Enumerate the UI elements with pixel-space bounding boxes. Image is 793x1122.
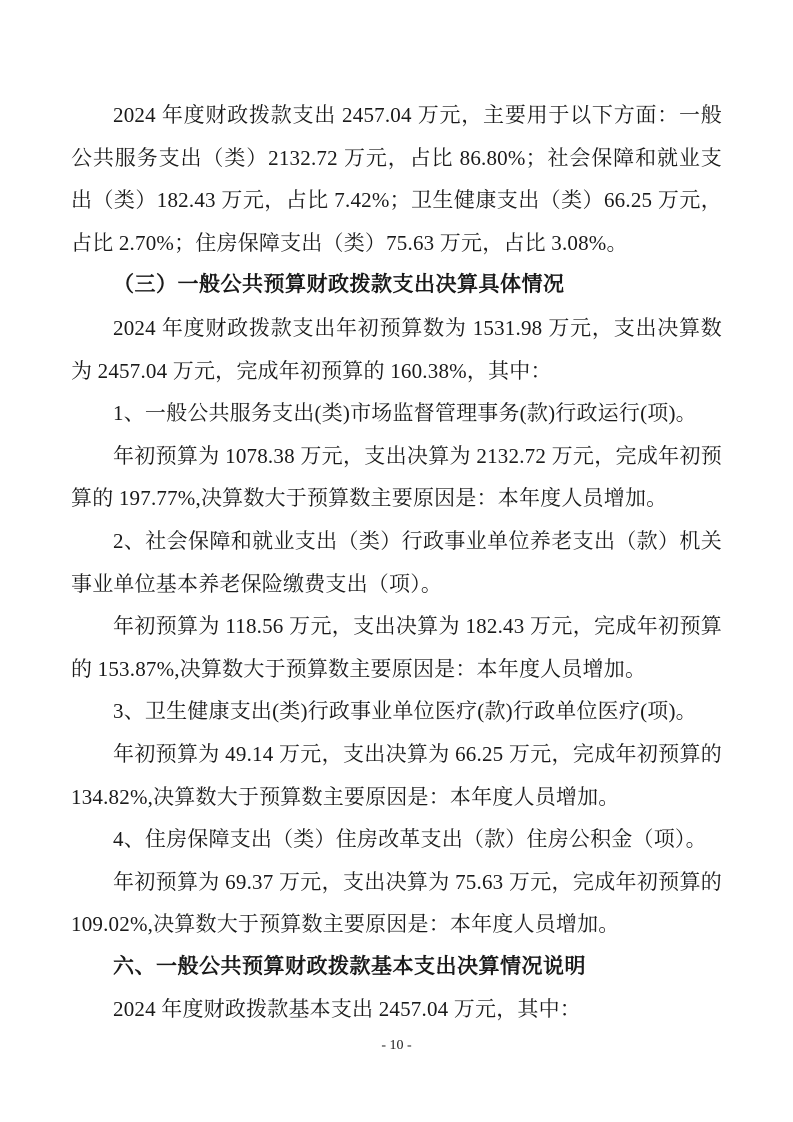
section-heading-6: 六、一般公共预算财政拨款基本支出决算情况说明 bbox=[113, 954, 586, 978]
paragraph-expenditure-overview: 2024 年度财政拨款支出 2457.04 万元，主要用于以下方面：一般公共服务支出（类）2132.72 万元，占比 86.80%；社会保障和就业支出（类）182.43 万元，占比 7.42%；卫生健康支出（类）66.25 万元，占比 2.70%；住房保障支出（类）75.63 万元，占比 3.08%。 bbox=[71, 103, 722, 255]
paragraph-item-4-title: 4、住房保障支出（类）住房改革支出（款）住房公积金（项）。 bbox=[113, 827, 707, 852]
paragraph-item-3-title: 3、卫生健康支出(类)行政事业单位医疗(款)行政单位医疗(项)。 bbox=[113, 699, 697, 724]
paragraph-item-2-title: 2、社会保障和就业支出（类）行政事业单位养老支出（款）机关事业单位基本养老保险缴费支出（项）。 bbox=[71, 528, 722, 596]
section-heading-3: （三）一般公共预算财政拨款支出决算具体情况 bbox=[113, 273, 565, 297]
paragraph-item-1-detail: 年初预算为 1078.38 万元，支出决算为 2132.72 万元，完成年初预算的 197.77%,决算数大于预算数主要原因是：本年度人员增加。 bbox=[71, 443, 722, 511]
page-number: - 10 - bbox=[381, 1038, 412, 1053]
document-body bbox=[71, 94, 722, 1031]
paragraph-basic-expenditure: 2024 年度财政拨款基本支出 2457.04 万元，其中： bbox=[113, 997, 581, 1022]
paragraph-item-2-detail: 年初预算为 118.56 万元，支出决算为 182.43 万元，完成年初预算的 153.87%,决算数大于预算数主要原因是：本年度人员增加。 bbox=[71, 614, 722, 681]
paragraph-item-4-detail: 年初预算为 69.37 万元，支出决算为 75.63 万元，完成年初预算的 109.02%,决算数大于预算数主要原因是：本年度人员增加。 bbox=[71, 869, 722, 937]
paragraph-budget-summary: 2024 年度财政拨款支出年初预算数为 1531.98 万元，支出决算数为 2457.04 万元，完成年初预算的 160.38%，其中： bbox=[71, 315, 722, 383]
paragraph-item-1-title: 1、一般公共服务支出(类)市场监督管理事务(款)行政运行(项)。 bbox=[113, 401, 697, 426]
paragraph-item-3-detail: 年初预算为 49.14 万元，支出决算为 66.25 万元，完成年初预算的 134.82%,决算数大于预算数主要原因是：本年度人员增加。 bbox=[71, 741, 722, 809]
